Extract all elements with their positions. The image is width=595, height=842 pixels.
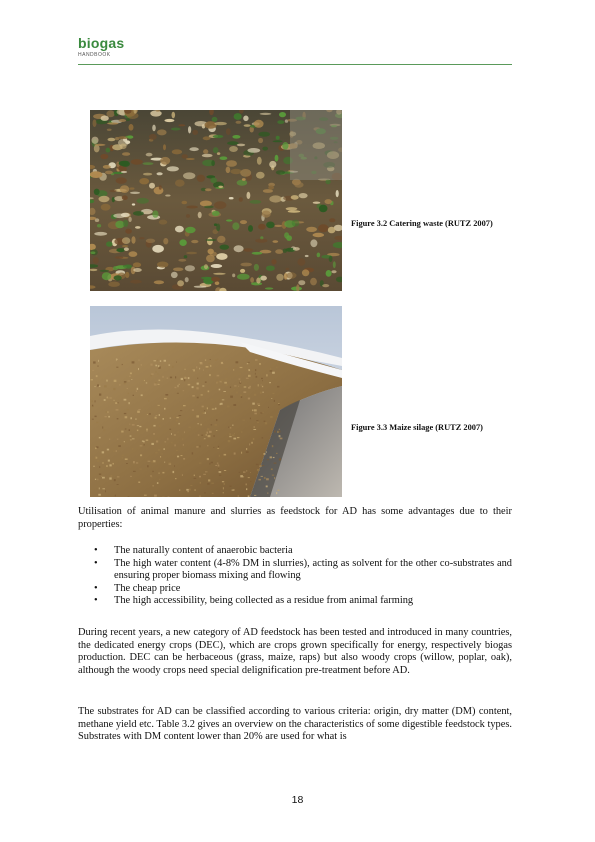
page-header [78,36,512,58]
paragraph-energy-crops: During recent years, a new category of AD feedstock has been tested and introduced in many countries, the dedicated energy crops (DEC), which are crops grown specifically for energy, respectively biogas production. DEC can be herbaceous (grass, maize, raps) but also woody crops (willow, poplar, oak), although the woody crops need special delignification pre-treatment before AD. [78,627,512,676]
paragraph-manure-advantages: Utilisation of animal manure and slurries as feedstock for AD has some advantages due to their properties: [78,506,512,530]
list-item [78,595,512,608]
bullet-icon: • [94,595,98,607]
maize-silage-photo [90,306,342,497]
bullet-icon: • [94,557,98,569]
catering-waste-photo [90,110,342,291]
figure-caption-3-2: Figure 3.2 Catering waste (RUTZ 2007) [351,219,493,228]
logo-text: biogas [78,35,125,51]
advantages-list [78,545,512,608]
logo-subtitle: HANDBOOK [78,52,111,58]
list-item-text: The cheap price [114,582,181,594]
bullet-icon: • [94,582,98,594]
figure-caption-3-3: Figure 3.3 Maize silage (RUTZ 2007) [351,423,483,432]
header-divider [78,64,512,65]
list-item [78,545,512,558]
list-item-text: The naturally content of anaerobic bacteria [114,545,293,556]
list-item-text: The high accessibility, being collected as a residue from animal farming [114,595,414,607]
list-item-text: The high water content (4-8% DM in slurries), acting as solvent for the other co-substrates and ensuring proper biomass mixing and flowing [114,557,512,582]
list-item [78,583,512,596]
paragraph-substrate-classification: The substrates for AD can be classified according to various criteria: origin, dry matter (DM) content, methane yield etc. Table 3.2 gives an overview on the characteristics of some digestible feedstock types. Substrates with DM content lower than 20% are used for what is [78,706,512,743]
bullet-icon: • [94,545,98,556]
list-item [78,558,512,583]
page-number: 18 [291,794,304,806]
